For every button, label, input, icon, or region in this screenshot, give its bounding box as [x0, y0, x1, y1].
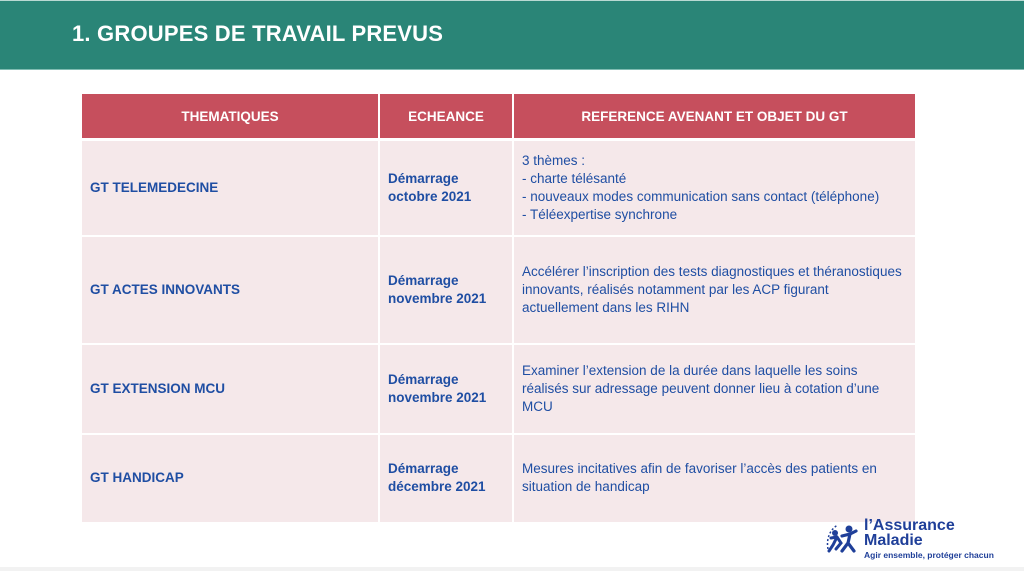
table-row	[82, 344, 915, 434]
theme-cell: GT HANDICAP	[82, 434, 379, 523]
reference-line: - charte télésanté	[522, 170, 627, 186]
people-running-logo-icon	[822, 519, 862, 559]
logo-name-line2: Maladie	[864, 532, 923, 549]
deadline-date: décembre 2021	[388, 479, 486, 494]
deadline-date: novembre 2021	[388, 389, 487, 405]
deadline-date: octobre 2021	[388, 188, 472, 204]
deadline-label: Démarrage	[388, 371, 459, 387]
table-row	[82, 140, 915, 236]
reference-line: - nouveaux modes communication sans contact (téléphone)	[522, 188, 880, 204]
theme-cell: GT TELEMEDECINE	[82, 140, 379, 236]
reference-line: Accélérer l’inscription des tests diagnostiques et théranostiques innovants, réalisés notamment par les ACP figurant actuellement dans les RIHN	[522, 263, 902, 315]
logo-name	[864, 518, 955, 548]
title-band	[0, 0, 1024, 70]
reference-cell	[513, 236, 915, 344]
working-groups-table	[82, 94, 915, 524]
logo-tagline: Agir ensemble, protéger chacun	[864, 550, 994, 560]
header-thematiques: THEMATIQUES	[82, 94, 379, 140]
deadline-cell	[379, 344, 513, 434]
table-header-row	[82, 94, 915, 140]
deadline-label: Démarrage	[388, 461, 459, 476]
theme-cell: GT EXTENSION MCU	[82, 344, 379, 434]
assurance-maladie-logo	[822, 517, 994, 563]
reference-line: Mesures incitatives afin de favoriser l’accès des patients en situation de handicap	[522, 461, 877, 494]
deadline-date: novembre 2021	[388, 290, 487, 306]
slide-title: 1. GROUPES DE TRAVAIL PREVUS	[72, 21, 444, 46]
deadline-cell	[379, 434, 513, 523]
header-reference: REFERENCE AVENANT ET OBJET DU GT	[513, 94, 915, 140]
header-echeance: ECHEANCE	[379, 94, 513, 140]
logo-name-line1: l’Assurance	[864, 517, 955, 534]
table-row	[82, 434, 915, 523]
reference-cell	[513, 434, 915, 523]
deadline-cell	[379, 236, 513, 344]
deadline-label: Démarrage	[388, 272, 459, 288]
theme-cell: GT ACTES INNOVANTS	[82, 236, 379, 344]
deadline-label: Démarrage	[388, 170, 459, 186]
reference-cell	[513, 344, 915, 434]
reference-line: Examiner l’extension de la durée dans laquelle les soins réalisés sur adressage peuvent donner lieu à cotation d’une MCU	[522, 362, 880, 414]
reference-cell	[513, 140, 915, 236]
reference-line: - Téléexpertise synchrone	[522, 206, 678, 222]
table-row	[82, 236, 915, 344]
footer-divider	[0, 567, 1024, 571]
reference-line: 3 thèmes :	[522, 152, 586, 168]
deadline-cell	[379, 140, 513, 236]
